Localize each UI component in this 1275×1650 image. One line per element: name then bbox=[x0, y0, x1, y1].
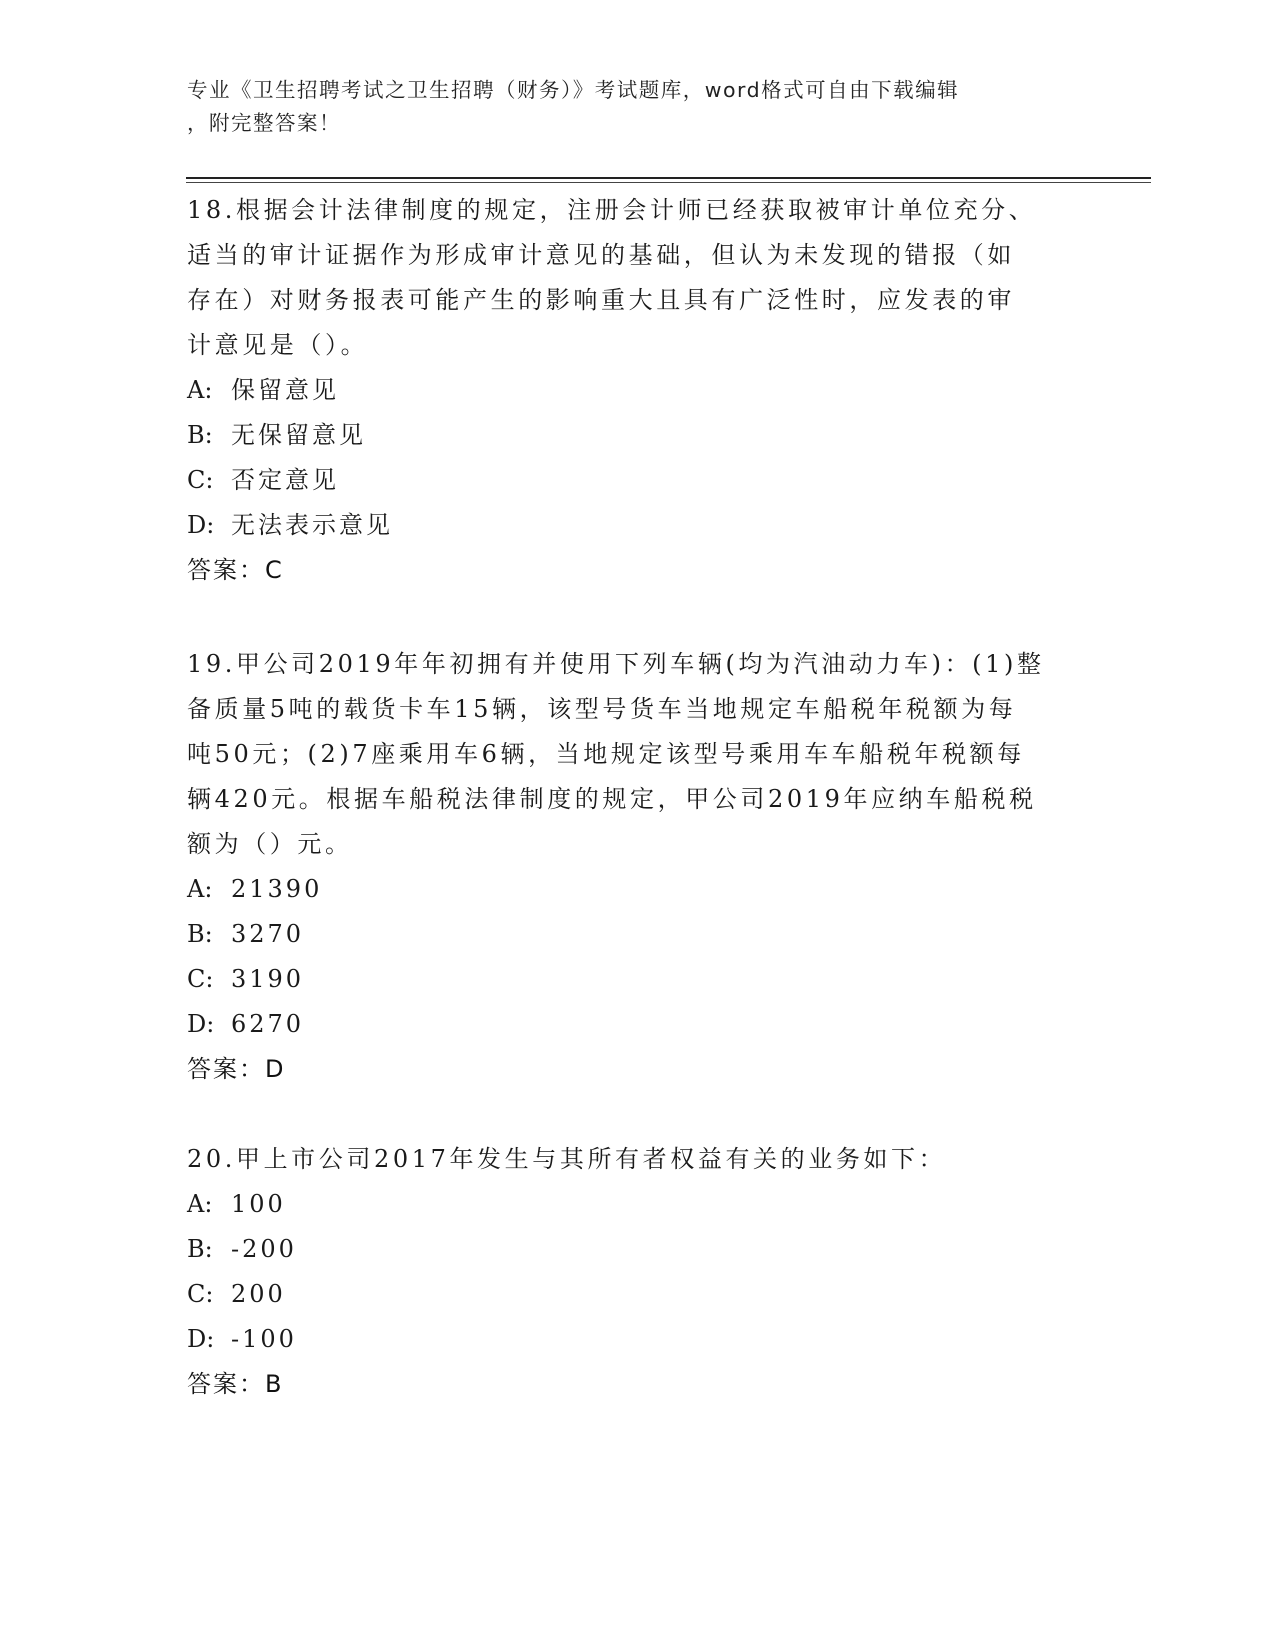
option-letter: D: bbox=[187, 511, 215, 539]
option-b bbox=[187, 413, 1087, 458]
option-text: 3270 bbox=[231, 920, 305, 948]
question-text-line: 备质量5吨的载货卡车15辆，该型号货车当地规定车船税年税额为每 bbox=[187, 695, 1017, 723]
option-c bbox=[187, 957, 1087, 1002]
question-text-line: 吨50元；(2)7座乘用车6辆，当地规定该型号乘用车车船税年税额每 bbox=[187, 740, 1025, 768]
option-d bbox=[187, 1002, 1087, 1047]
option-a bbox=[187, 368, 1087, 413]
option-b bbox=[187, 1227, 1087, 1272]
option-letter: D: bbox=[187, 1325, 215, 1353]
option-text: 保留意见 bbox=[231, 376, 339, 404]
header-line-1: 专业《卫生招聘考试之卫生招聘（财务）》考试题库，word格式可自由下载编辑 bbox=[187, 78, 960, 102]
header-line-2: ，附完整答案！ bbox=[187, 111, 341, 135]
question-text-line: 辆420元。根据车船税法律制度的规定，甲公司2019年应纳车船税税 bbox=[187, 785, 1037, 813]
option-letter: A: bbox=[187, 376, 213, 404]
option-c bbox=[187, 458, 1087, 503]
option-letter: B: bbox=[187, 421, 213, 449]
question-text-line: 20.甲上市公司2017年发生与其所有者权益有关的业务如下： bbox=[187, 1145, 947, 1173]
question-text-line: 额为（）元。 bbox=[187, 830, 353, 858]
question-text-line: 18.根据会计法律制度的规定，注册会计师已经获取被审计单位充分、 bbox=[187, 196, 1037, 224]
option-text: -200 bbox=[231, 1235, 297, 1263]
option-a bbox=[187, 867, 1087, 912]
option-text: 3190 bbox=[231, 965, 305, 993]
answer-line: 答案：B bbox=[187, 1370, 284, 1398]
option-d bbox=[187, 1317, 1087, 1362]
option-text: 无保留意见 bbox=[231, 421, 366, 449]
option-letter: D: bbox=[187, 1010, 215, 1038]
option-text: 无法表示意见 bbox=[231, 511, 393, 539]
question-text-line: 存在）对财务报表可能产生的影响重大且具有广泛性时，应发表的审 bbox=[187, 286, 1015, 314]
option-text: 21390 bbox=[231, 875, 323, 903]
document-header bbox=[187, 74, 1067, 140]
question-19 bbox=[187, 642, 1087, 1092]
option-text: -100 bbox=[231, 1325, 297, 1353]
option-letter: B: bbox=[187, 920, 213, 948]
option-letter: C: bbox=[187, 466, 214, 494]
question-text-line: 计意见是（）。 bbox=[187, 331, 369, 359]
answer-line: 答案：D bbox=[187, 1055, 286, 1083]
option-text: 100 bbox=[231, 1190, 286, 1218]
option-letter: A: bbox=[187, 1190, 213, 1218]
header-divider-thin bbox=[186, 182, 1151, 183]
question-18 bbox=[187, 188, 1087, 593]
option-letter: C: bbox=[187, 965, 214, 993]
option-text: 200 bbox=[231, 1280, 286, 1308]
option-b bbox=[187, 912, 1087, 957]
option-a bbox=[187, 1182, 1087, 1227]
option-c bbox=[187, 1272, 1087, 1317]
answer-line: 答案：C bbox=[187, 556, 284, 584]
question-text-line: 适当的审计证据作为形成审计意见的基础，但认为未发现的错报（如 bbox=[187, 241, 1015, 269]
option-letter: A: bbox=[187, 875, 213, 903]
header-divider-thick bbox=[186, 177, 1151, 179]
option-text: 否定意见 bbox=[231, 466, 339, 494]
option-letter: C: bbox=[187, 1280, 214, 1308]
option-text: 6270 bbox=[231, 1010, 305, 1038]
question-text-line: 19.甲公司2019年年初拥有并使用下列车辆(均为汽油动力车)：(1)整 bbox=[187, 650, 1045, 678]
option-letter: B: bbox=[187, 1235, 213, 1263]
option-d bbox=[187, 503, 1087, 548]
question-20 bbox=[187, 1137, 1087, 1407]
